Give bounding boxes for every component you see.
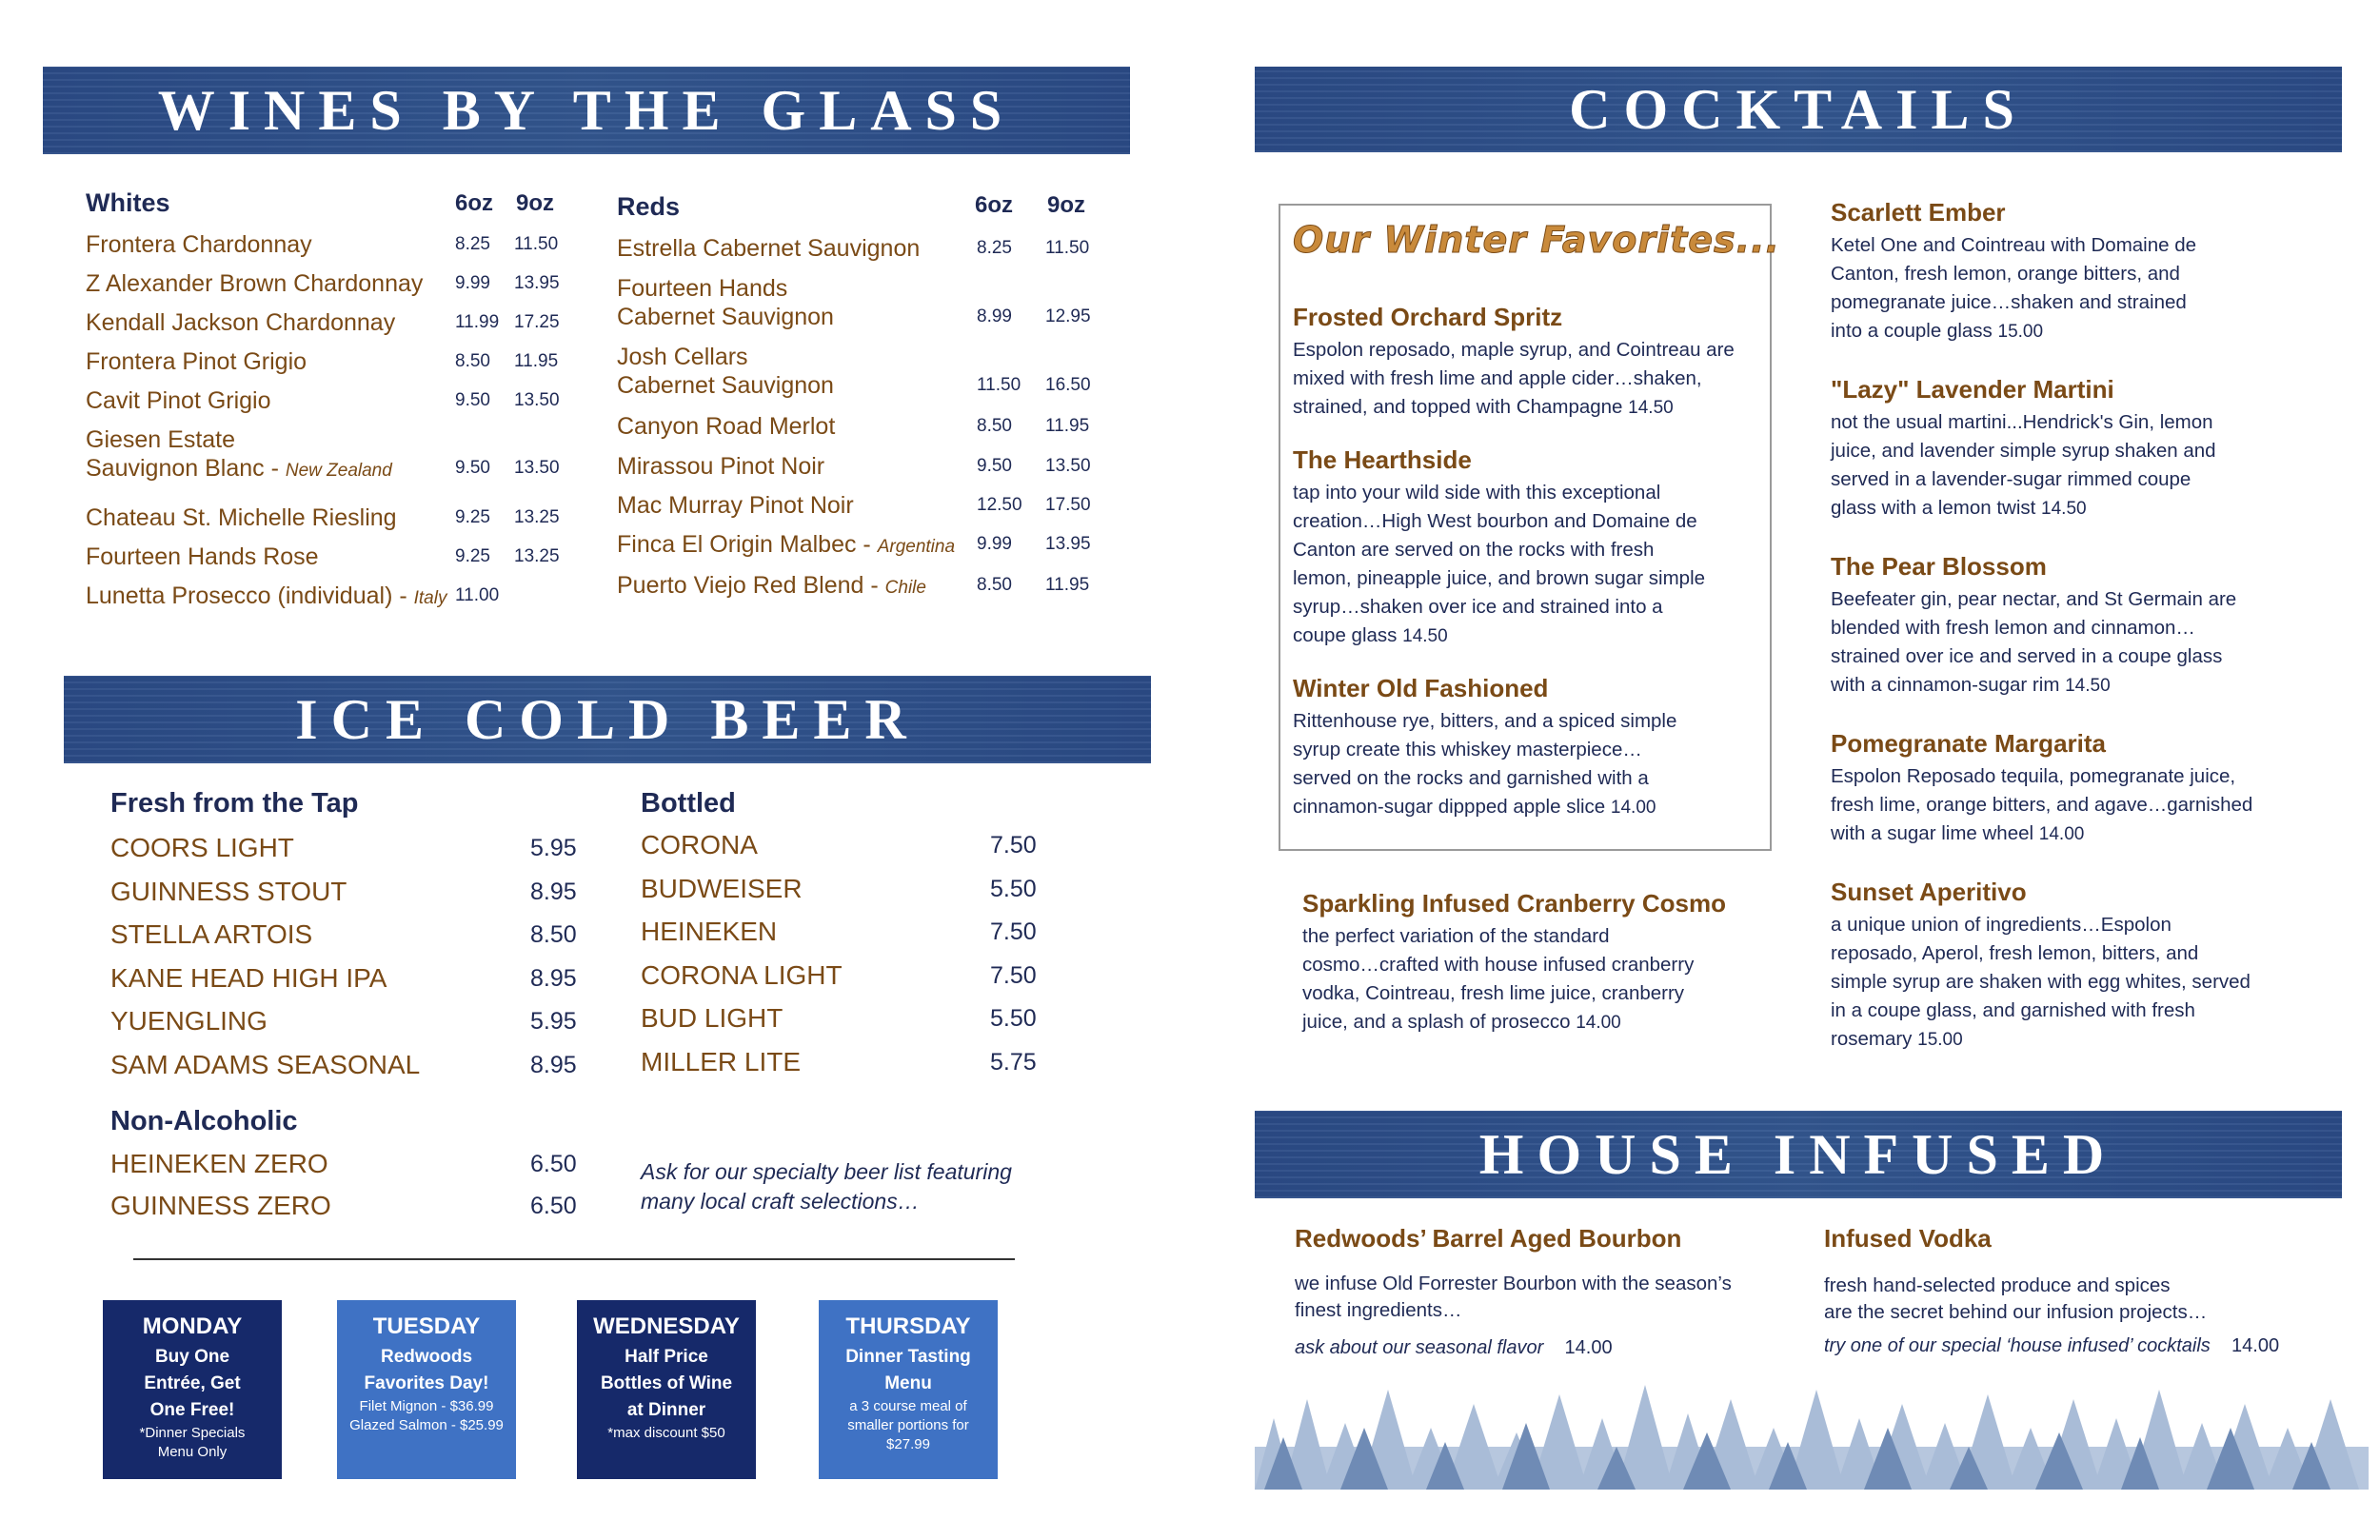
wines.reds-wine-name-wrap — [617, 571, 969, 602]
cocktail-desc-text: vodka, Cointreau, fresh lime juice, cranberry — [1302, 982, 1685, 1004]
special-note: *max discount $50 — [607, 1425, 725, 1441]
bottled-header: Bottled — [641, 788, 736, 819]
wines.reds-price-9oz: 13.95 — [1045, 534, 1091, 554]
wines.reds-wine-name — [617, 571, 969, 602]
cocktail-item — [1831, 552, 2326, 701]
cocktail-desc-text: tap into your wild side with this exceptional — [1293, 482, 1661, 503]
cocktail-desc-line — [1293, 793, 1769, 822]
wines.whites-wine-name-line: Z Alexander Brown Chardonnay — [86, 270, 424, 297]
specialty-note-line-2: many local craft selections… — [641, 1189, 920, 1214]
wines.reds-wine-name — [617, 491, 969, 520]
wines.whites-price-9oz: 13.95 — [514, 273, 560, 293]
wines.whites-wine-name — [86, 308, 447, 337]
cocktail-desc-line — [1831, 465, 2326, 494]
cocktail-desc-text: served in a lavender-sugar rimmed coupe — [1831, 468, 2192, 490]
bourbon-note-row — [1295, 1337, 1828, 1359]
cocktail-desc-line — [1831, 494, 2326, 523]
wines.reds-wine-name — [617, 274, 969, 331]
cocktail-desc-text: served on the rocks and garnished with a — [1293, 767, 1649, 789]
whites-9oz-header: 9oz — [516, 190, 555, 216]
vodka-line-2: are the secret behind our infusion projects… — [1824, 1301, 2208, 1323]
beer-name: MILLER LITE — [641, 1047, 802, 1076]
cocktails-title: COCKTAILS — [1569, 77, 2028, 141]
cocktail-desc-line — [1302, 951, 1778, 979]
special-monday — [103, 1300, 282, 1479]
cocktail-name: Sunset Aperitivo — [1831, 878, 2027, 906]
wines.whites-wine-name — [86, 503, 447, 532]
wines.whites-price-9oz: 13.50 — [514, 390, 560, 410]
cocktail-name: Winter Old Fashioned — [1293, 674, 1549, 702]
beer-name: BUDWEISER — [641, 874, 803, 903]
cocktail-price: 14.50 — [2041, 499, 2087, 519]
wines.reds-wine-name-line: Mirassou Pinot Noir — [617, 453, 825, 480]
wines.whites-wine-name-line: Kendall Jackson Chardonnay — [86, 309, 396, 336]
cocktail-price: 14.00 — [1610, 798, 1656, 818]
cocktail-desc-text: fresh lime, orange bitters, and agave…garnished — [1831, 794, 2253, 816]
wines.whites-wine-name — [86, 386, 447, 415]
beer-price: 6.50 — [530, 1193, 577, 1219]
cocktail-desc-line — [1302, 922, 1778, 951]
infused-title: HOUSE INFUSED — [1478, 1122, 2118, 1186]
wines.whites-wine-name — [86, 347, 447, 376]
cocktail-desc-line — [1831, 1025, 2326, 1055]
wines.reds-price-6oz: 9.99 — [977, 534, 1012, 554]
cocktail-desc-text: with a cinnamon-sugar rim — [1831, 674, 2060, 696]
wines.whites-wine-name-wrap — [86, 582, 447, 613]
wines.reds-price-9oz: 16.50 — [1045, 375, 1091, 395]
wines.whites-price-6oz: 9.25 — [455, 507, 490, 527]
cocktail-desc-line — [1831, 642, 2326, 671]
special-line: Half Price — [625, 1347, 708, 1367]
cocktail-description — [1831, 762, 2326, 849]
special-line: One Free! — [149, 1400, 235, 1420]
wines.whites-wine-name-line-2-text: Sauvignon Blanc - — [86, 455, 279, 482]
cocktail-desc-line — [1293, 707, 1769, 736]
cocktail-description — [1831, 911, 2326, 1055]
beer-name: KANE HEAD HIGH IPA — [110, 963, 387, 993]
wines.whites-price-6oz: 8.50 — [455, 351, 490, 371]
wines.whites-wine-name — [86, 230, 447, 259]
beer-price: 6.50 — [530, 1151, 577, 1177]
cocktail-desc-line — [1831, 997, 2326, 1025]
wines.reds-price-9oz: 12.95 — [1045, 306, 1091, 326]
cocktail-desc-text: syrup create this whiskey masterpiece… — [1293, 739, 1642, 760]
vodka-block — [1824, 1224, 2338, 1357]
beer-name: CORONA — [641, 830, 758, 859]
wines.reds-wine-name — [617, 530, 969, 562]
special-note: smaller portions for — [847, 1417, 969, 1433]
wines.whites-price-9oz: 13.25 — [514, 546, 560, 566]
cocktail-price: 15.00 — [1997, 322, 2044, 342]
cocktail-item — [1831, 878, 2326, 1055]
tap-header: Fresh from the Tap — [110, 788, 359, 819]
cocktail-desc-text: pomegranate juice…shaken and strained — [1831, 291, 2187, 313]
wines.whites-price-6oz: 11.00 — [455, 585, 500, 605]
cocktail-desc-text: a unique union of ingredients…Espolon — [1831, 914, 2172, 936]
wines.whites-wine-name-text: Lunetta Prosecco (individual) - — [86, 582, 407, 609]
cocktail-description — [1293, 336, 1769, 423]
cocktail-name: Frosted Orchard Spritz — [1293, 303, 1563, 331]
cocktail-desc-text: not the usual martini...Hendrick's Gin, lemon — [1831, 411, 2213, 433]
wines.whites-price-9oz: 13.50 — [514, 458, 560, 478]
whites-6oz-header: 6oz — [455, 190, 494, 216]
cocktail-desc-line — [1302, 979, 1778, 1008]
cocktail-desc-line — [1831, 260, 2326, 288]
forest-illustration — [1255, 1380, 2369, 1490]
special-note: $27.99 — [886, 1436, 930, 1452]
special-line: Bottles of Wine — [600, 1373, 733, 1393]
cocktail-price: 14.00 — [1576, 1013, 1621, 1033]
wines.reds-price-6oz: 8.50 — [977, 416, 1012, 436]
beer-price: 7.50 — [990, 962, 1037, 989]
cocktail-desc-text: Canton, fresh lemon, orange bitters, and — [1831, 263, 2180, 285]
reds-header: Reds — [617, 192, 681, 221]
wines.reds-wine-origin: Argentina — [877, 537, 956, 557]
cocktail-desc-text: juice, and lavender simple syrup shaken and — [1831, 440, 2216, 462]
wines.whites-price-9oz: 17.25 — [514, 312, 560, 332]
cocktail-item — [1831, 729, 2326, 849]
beer-name: COORS LIGHT — [110, 833, 294, 862]
cocktail-item — [1293, 445, 1769, 651]
special-note: *Dinner Specials — [139, 1425, 246, 1441]
special-line: at Dinner — [626, 1400, 706, 1420]
beer-price: 7.50 — [990, 832, 1037, 859]
wines.reds-wine-name-text: Finca El Origin Malbec - — [617, 531, 871, 558]
cocktail-desc-text: juice, and a splash of prosecco — [1302, 1011, 1571, 1033]
special-note: Filet Mignon - $36.99 — [359, 1398, 494, 1414]
cocktail-description — [1831, 408, 2326, 523]
cocktail-desc-line — [1293, 622, 1769, 651]
cocktail-desc-line — [1293, 593, 1769, 622]
cocktail-desc-line — [1831, 939, 2326, 968]
wines.whites-price-6oz: 8.25 — [455, 234, 490, 254]
cocktail-desc-text: simple syrup are shaken with egg whites, served — [1831, 971, 2251, 993]
cocktail-name: The Pear Blossom — [1831, 552, 2047, 581]
bourbon-block — [1295, 1224, 1828, 1359]
wines.reds-price-6oz: 8.25 — [977, 238, 1012, 258]
cocktail-desc-line — [1831, 585, 2326, 614]
bourbon-line-2: finest ingredients… — [1295, 1299, 1462, 1321]
cocktail-desc-text: strained, and topped with Champagne — [1293, 396, 1623, 418]
cocktail-desc-text: Canton are served on the rocks with fresh — [1293, 539, 1655, 561]
cocktail-desc-line — [1293, 764, 1769, 793]
special-note: a 3 course meal of — [849, 1398, 967, 1414]
cocktail-desc-text: coupe glass — [1293, 624, 1398, 646]
beer-name: CORONA LIGHT — [641, 960, 843, 990]
wines.whites-wine-name — [86, 425, 447, 485]
winter-favorites-title: Our Winter Favorites... — [1293, 219, 1780, 261]
cocktail-price: 15.00 — [1917, 1030, 1963, 1050]
beer-price: 5.50 — [990, 876, 1037, 902]
cocktail-name: Sparkling Infused Cranberry Cosmo — [1302, 889, 1726, 918]
wines.whites-price-9oz: 13.25 — [514, 507, 560, 527]
wines.reds-wine-origin: Chile — [884, 578, 926, 598]
cocktail-desc-line — [1293, 393, 1769, 423]
wines.reds-price-6oz: 12.50 — [977, 495, 1022, 515]
cocktail-desc-text: creation…High West bourbon and Domaine de — [1293, 510, 1697, 532]
cocktail-desc-text: into a couple glass — [1831, 320, 1993, 342]
wines.reds-price-9oz: 17.50 — [1045, 495, 1091, 515]
cocktail-desc-line — [1831, 911, 2326, 939]
cocktail-description — [1302, 922, 1778, 1037]
beer-name: HEINEKEN — [641, 917, 778, 946]
beer-price: 8.50 — [530, 921, 577, 948]
cocktail-desc-text: Ketel One and Cointreau with Domaine de — [1831, 234, 2197, 256]
wines-banner — [43, 67, 1130, 154]
cocktail-name: "Lazy" Lavender Martini — [1831, 375, 2114, 404]
wines.reds-wine-name-wrap — [617, 530, 969, 562]
special-thursday — [819, 1300, 998, 1479]
wines.reds-wine-name-line: Estrella Cabernet Sauvignon — [617, 235, 921, 262]
wines.whites-wine-name-line: Frontera Pinot Grigio — [86, 348, 307, 375]
wines.reds-wine-name — [617, 234, 969, 263]
beer-name: HEINEKEN ZERO — [110, 1149, 328, 1178]
beer-name: GUINNESS STOUT — [110, 877, 347, 906]
cocktail-desc-line — [1831, 437, 2326, 465]
wines.reds-price-9oz: 13.50 — [1045, 456, 1091, 476]
cocktail-desc-line — [1831, 762, 2326, 791]
reds-6oz-header: 6oz — [975, 192, 1014, 218]
beer-title: ICE COLD BEER — [295, 687, 920, 751]
bourbon-name: Redwoods’ Barrel Aged Bourbon — [1295, 1224, 1682, 1253]
beer-price: 7.50 — [990, 918, 1037, 945]
special-line: Entrée, Get — [144, 1373, 241, 1393]
wines.reds-price-9oz: 11.95 — [1045, 416, 1090, 436]
wines.reds-wine-name-line: Mac Murray Pinot Noir — [617, 492, 854, 519]
cocktail-desc-line — [1831, 671, 2326, 701]
wines.whites-wine-name — [86, 543, 447, 571]
beer-price: 8.95 — [530, 879, 577, 905]
wines.whites-wine-name — [86, 269, 447, 298]
cocktail-desc-text: cinnamon-sugar dippped apple slice — [1293, 796, 1606, 818]
cocktail-desc-line — [1831, 231, 2326, 260]
vodka-line-1: fresh hand-selected produce and spices — [1824, 1274, 2171, 1296]
wines.reds-wine-name-text: Puerto Viejo Red Blend - — [617, 572, 879, 599]
wines.whites-price-6oz: 11.99 — [455, 312, 500, 332]
wines.whites-price-6oz: 9.25 — [455, 546, 490, 566]
bourbon-price: 14.00 — [1564, 1337, 1613, 1358]
reds-9oz-header: 9oz — [1047, 192, 1086, 218]
cocktail-description — [1293, 707, 1769, 822]
wines.reds-wine-name-line-2: Cabernet Sauvignon — [617, 304, 834, 330]
wines.whites-wine-name-line: Giesen Estate — [86, 426, 236, 453]
wines.whites-wine-name-line: Cavit Pinot Grigio — [86, 387, 271, 414]
cocktail-desc-text: cosmo…crafted with house infused cranberry — [1302, 954, 1695, 976]
cocktail-desc-line — [1831, 317, 2326, 346]
beer-divider — [133, 1258, 1015, 1260]
cocktail-desc-line — [1293, 365, 1769, 393]
cocktail-price: 14.00 — [2038, 824, 2085, 844]
wines.reds-wine-name-line: Fourteen Hands — [617, 275, 788, 302]
cocktail-desc-text: the perfect variation of the standard — [1302, 925, 1610, 947]
wines.whites-wine-origin: New Zealand — [285, 461, 392, 481]
beer-price: 5.95 — [530, 835, 577, 861]
beer-name: YUENGLING — [110, 1006, 268, 1036]
wines.whites-wine-name-line: Chateau St. Michelle Riesling — [86, 504, 397, 531]
wines.reds-price-9oz: 11.50 — [1045, 238, 1090, 258]
vodka-price: 14.00 — [2231, 1335, 2280, 1356]
wines.reds-wine-name-line: Josh Cellars — [617, 344, 748, 370]
cocktail-desc-line — [1831, 791, 2326, 819]
cocktail-item — [1302, 889, 1778, 1037]
beer-name: STELLA ARTOIS — [110, 919, 313, 949]
cocktail-desc-line — [1831, 819, 2326, 849]
wines.reds-wine-name — [617, 343, 969, 400]
special-line: Dinner Tasting — [845, 1347, 971, 1367]
cocktail-desc-text: strained over ice and served in a coupe glass — [1831, 645, 2223, 667]
beer-banner — [64, 676, 1151, 763]
wines.reds-price-9oz: 11.95 — [1045, 575, 1090, 595]
cocktail-desc-text: reposado, Aperol, fresh lemon, bitters, and — [1831, 942, 2199, 964]
beer-name: BUD LIGHT — [641, 1003, 783, 1033]
cocktail-desc-line — [1293, 736, 1769, 764]
cocktail-desc-text: lemon, pineapple juice, and brown sugar simple — [1293, 567, 1706, 589]
special-day-name: TUESDAY — [372, 1313, 481, 1339]
cocktail-desc-line — [1831, 614, 2326, 642]
cocktail-item — [1831, 198, 2326, 346]
wines.reds-wine-name-line: Canyon Road Merlot — [617, 413, 836, 440]
cocktail-name: The Hearthside — [1293, 445, 1472, 474]
cocktail-price: 14.50 — [1628, 398, 1674, 418]
beer-price: 8.95 — [530, 1052, 577, 1078]
cocktail-desc-text: blended with fresh lemon and cinnamon… — [1831, 617, 2195, 639]
beer-price: 5.50 — [990, 1005, 1037, 1032]
special-day-name: WEDNESDAY — [593, 1313, 740, 1339]
cocktails-banner — [1255, 67, 2342, 152]
cocktail-description — [1831, 231, 2326, 346]
cocktail-desc-line — [1302, 1008, 1778, 1037]
wines.reds-price-6oz: 11.50 — [977, 375, 1021, 395]
cocktail-desc-line — [1293, 336, 1769, 365]
special-day-name: MONDAY — [142, 1313, 243, 1339]
cocktail-desc-text: Beefeater gin, pear nectar, and St Germain are — [1831, 588, 2237, 610]
vodka-note-row — [1824, 1335, 2338, 1357]
special-note: Glazed Salmon - $25.99 — [349, 1417, 504, 1433]
cocktail-desc-line — [1293, 507, 1769, 536]
cocktail-desc-text: Rittenhouse rye, bitters, and a spiced simple — [1293, 710, 1677, 732]
vodka-name: Infused Vodka — [1824, 1224, 1992, 1253]
cocktail-desc-line — [1293, 479, 1769, 507]
wines.whites-price-6oz: 9.99 — [455, 273, 490, 293]
wines.reds-price-6oz: 8.50 — [977, 575, 1012, 595]
beer-price: 8.95 — [530, 965, 577, 992]
cocktail-desc-line — [1831, 288, 2326, 317]
cocktail-desc-text: mixed with fresh lime and apple cider…shaken, — [1293, 367, 1702, 389]
cocktail-item — [1831, 375, 2326, 523]
wines.whites-wine-origin: Italy — [413, 588, 447, 608]
vodka-desc — [1824, 1273, 2338, 1326]
bourbon-line-1: we infuse Old Forrester Bourbon with the season’s — [1295, 1273, 1732, 1294]
special-line: Favorites Day! — [364, 1373, 489, 1393]
cocktail-description — [1831, 585, 2326, 701]
special-line: Menu — [884, 1373, 932, 1393]
special-wednesday — [577, 1300, 756, 1479]
bourbon-note: ask about our seasonal flavor — [1295, 1337, 1544, 1358]
cocktail-desc-text: Espolon Reposado tequila, pomegranate juice, — [1831, 765, 2236, 787]
wines.whites-wine-name — [86, 582, 447, 613]
infused-banner — [1255, 1111, 2342, 1198]
wines.reds-wine-name — [617, 452, 969, 481]
cocktail-desc-text: in a coupe glass, and garnished with fresh — [1831, 999, 2195, 1021]
wines.whites-wine-name-line: Frontera Chardonnay — [86, 231, 312, 258]
wines.whites-price-9oz: 11.50 — [514, 234, 559, 254]
wines.whites-price-6oz: 9.50 — [455, 458, 490, 478]
specialty-beer-note — [641, 1157, 1012, 1216]
cocktail-desc-line — [1293, 564, 1769, 593]
special-note: Menu Only — [157, 1444, 228, 1460]
cocktail-price: 14.50 — [2065, 676, 2111, 696]
cocktail-desc-text: glass with a lemon twist — [1831, 497, 2036, 519]
cocktail-desc-line — [1831, 968, 2326, 997]
wines.whites-price-6oz: 9.50 — [455, 390, 490, 410]
wines.whites-price-9oz: 11.95 — [514, 351, 559, 371]
special-tuesday — [337, 1300, 516, 1479]
cocktail-description — [1293, 479, 1769, 651]
cocktail-desc-line — [1831, 408, 2326, 437]
cocktail-desc-text: syrup…shaken over ice and strained into a — [1293, 596, 1663, 618]
beer-name: GUINNESS ZERO — [110, 1191, 331, 1220]
cocktail-desc-text: with a sugar lime wheel — [1831, 822, 2034, 844]
special-line: Buy One — [154, 1347, 230, 1367]
wines.reds-price-6oz: 8.99 — [977, 306, 1012, 326]
special-line: Redwoods — [380, 1347, 473, 1367]
beer-price: 5.75 — [990, 1049, 1037, 1076]
wines-title: WINES BY THE GLASS — [157, 78, 1016, 142]
special-day-name: THURSDAY — [845, 1313, 971, 1339]
na-header: Non-Alcoholic — [110, 1106, 298, 1136]
beer-price: 5.95 — [530, 1008, 577, 1035]
wines.whites-wine-name-line: Fourteen Hands Rose — [86, 543, 319, 570]
cocktail-desc-text: Espolon reposado, maple syrup, and Cointreau are — [1293, 339, 1735, 361]
whites-header: Whites — [86, 188, 170, 217]
specialty-note-line-1: Ask for our specialty beer list featuring — [641, 1159, 1012, 1184]
wines.whites-wine-name-line-2-wrap — [86, 454, 447, 485]
wines.reds-wine-name — [617, 412, 969, 441]
cocktail-name: Pomegranate Margarita — [1831, 729, 2106, 758]
cocktail-item — [1293, 303, 1769, 423]
vodka-note: try one of our special ‘house infused’ cocktails — [1824, 1335, 2211, 1356]
cocktail-item — [1293, 674, 1769, 822]
beer-name: SAM ADAMS SEASONAL — [110, 1050, 421, 1079]
wines.reds-wine-name-line-2: Cabernet Sauvignon — [617, 372, 834, 399]
cocktail-desc-text: rosemary — [1831, 1028, 1913, 1050]
wines.reds-price-6oz: 9.50 — [977, 456, 1012, 476]
cocktail-desc-line — [1293, 536, 1769, 564]
bourbon-desc — [1295, 1271, 1828, 1324]
cocktail-price: 14.50 — [1402, 626, 1448, 646]
cocktail-name: Scarlett Ember — [1831, 198, 2006, 227]
